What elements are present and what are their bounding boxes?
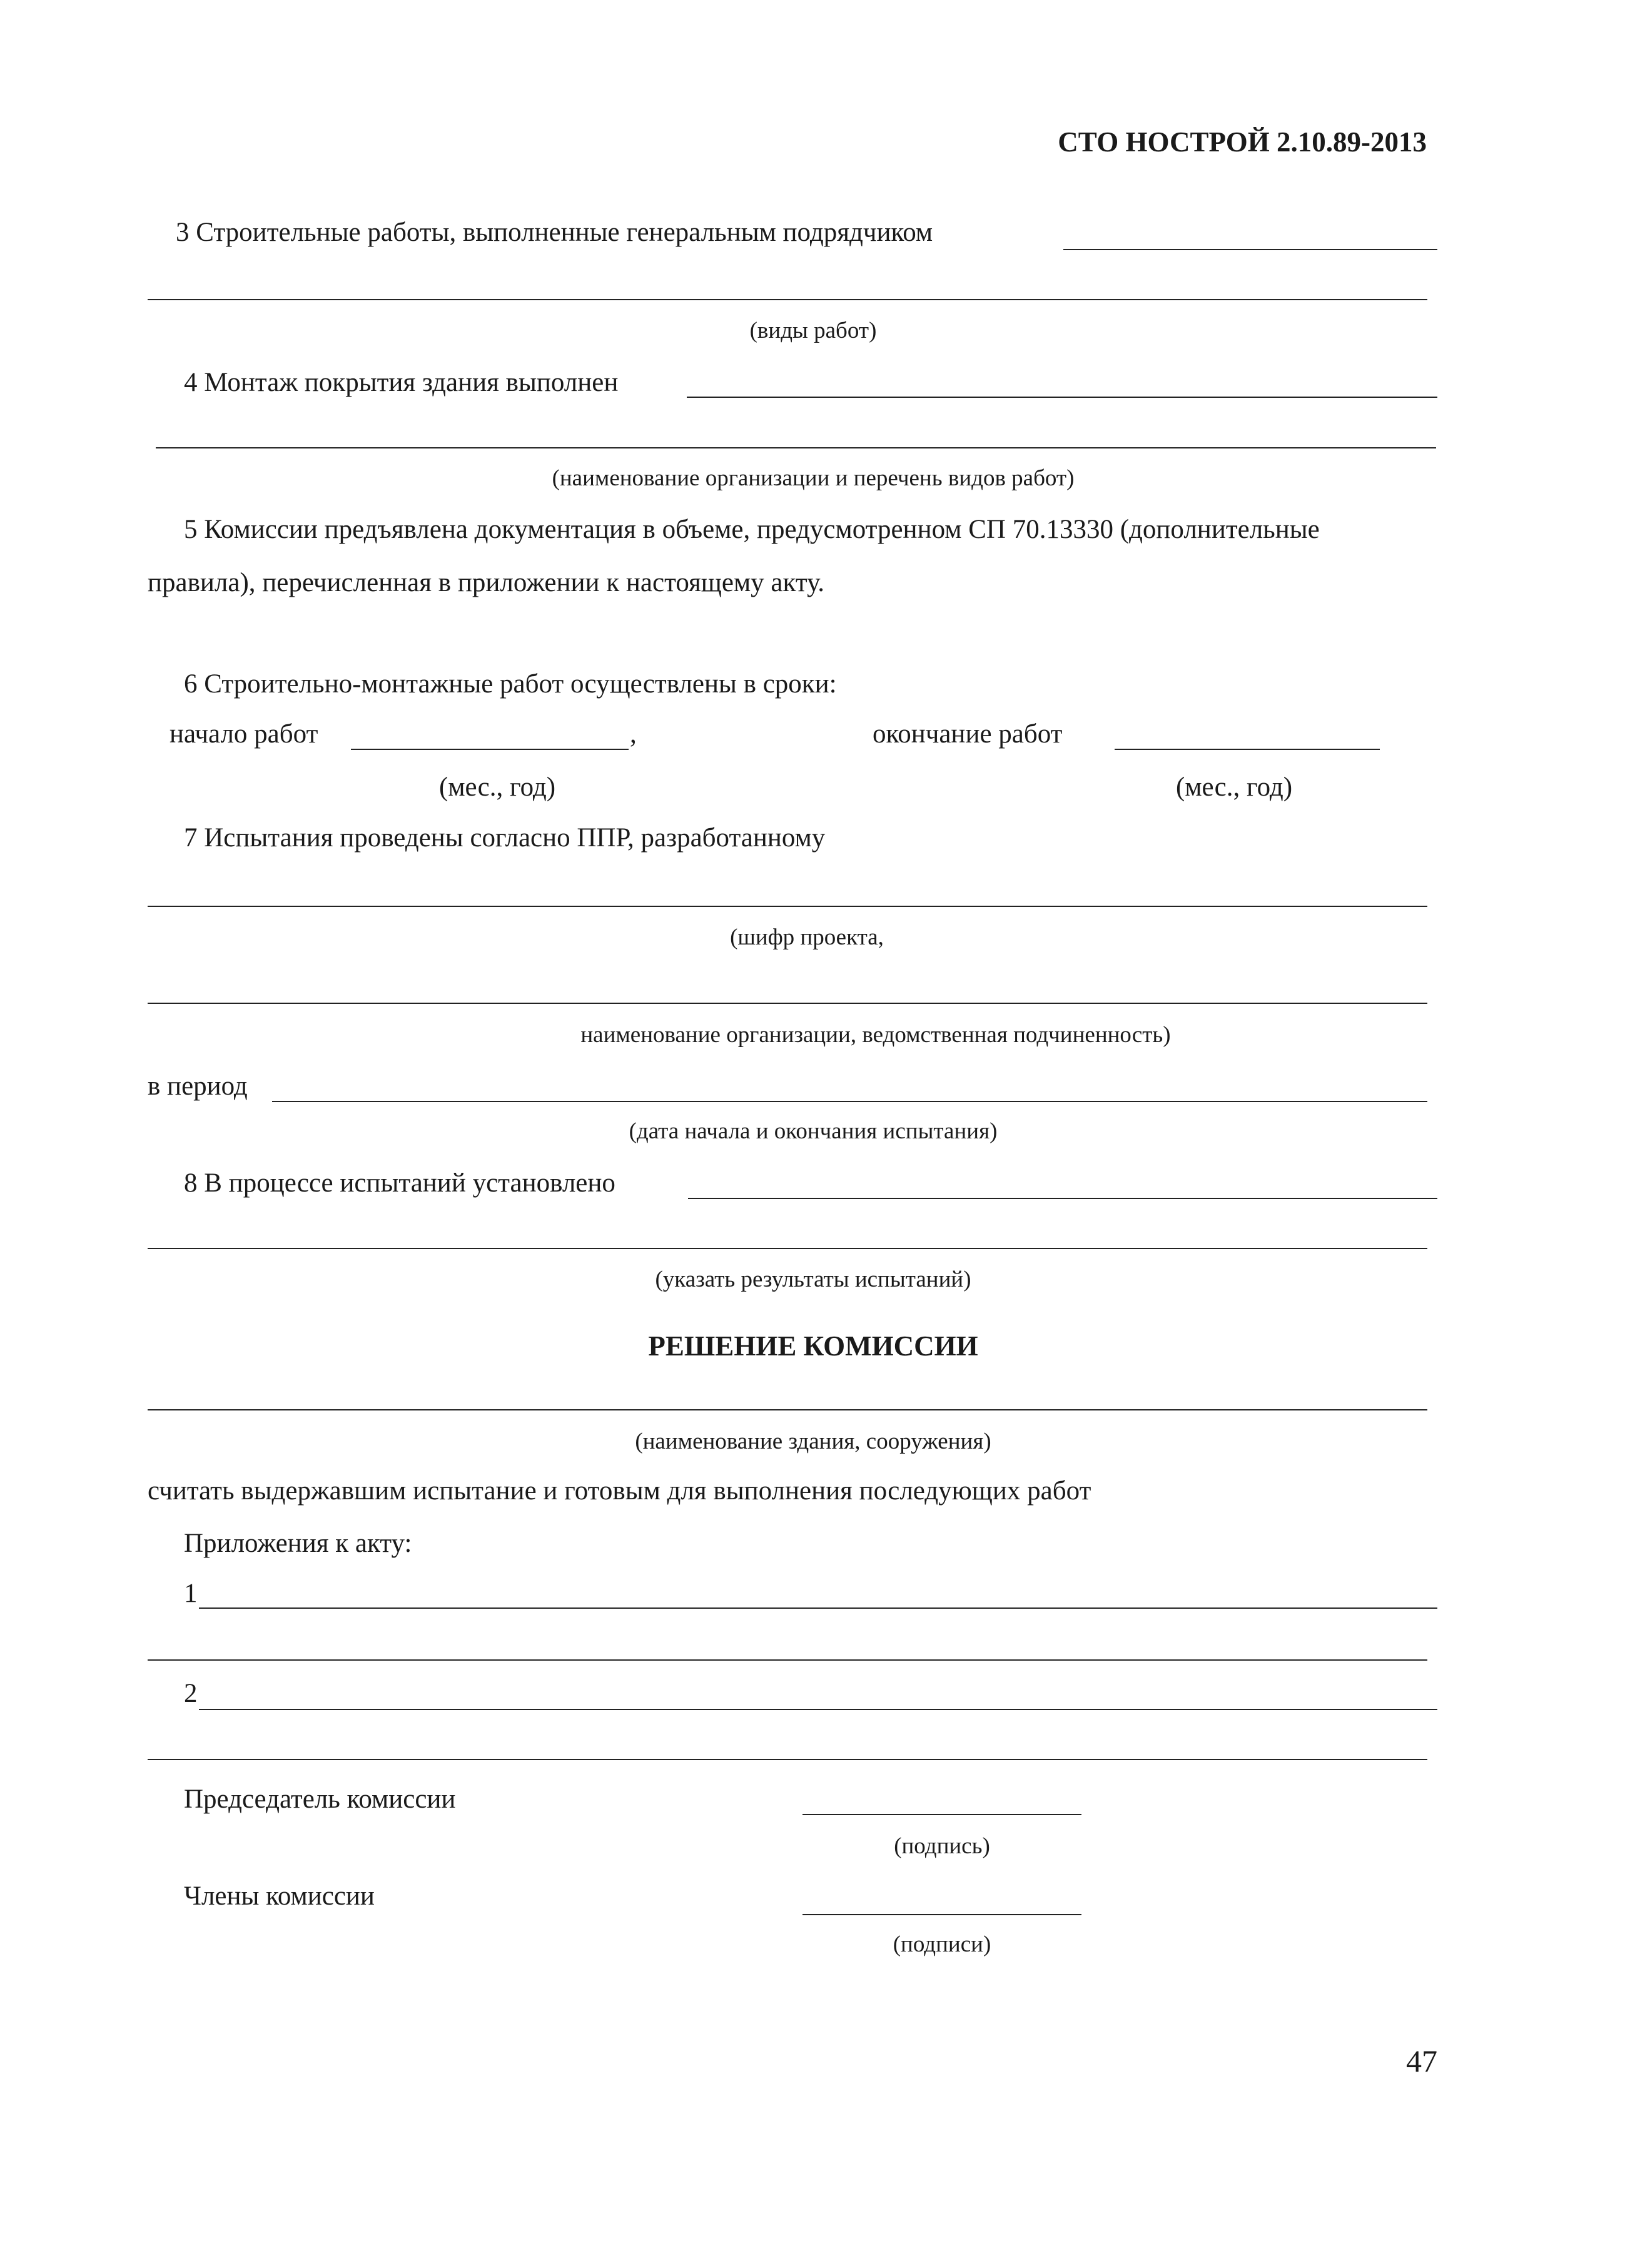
building-line (148, 1409, 1427, 1410)
verdict-text: считать выдержавшим испытание и готовым для выполнения последующих работ (148, 1476, 1091, 1506)
appendix-2-number: 2 (184, 1679, 198, 1708)
members-label: Члены комиссии (184, 1881, 375, 1911)
members-caption: (подписи) (893, 1931, 991, 1957)
start-comma: , (630, 719, 637, 749)
decision-heading: РЕШЕНИЕ КОМИССИИ (648, 1330, 978, 1362)
item-5-line-1: 5 Комиссии предъявлена документация в объеме, предусмотренном СП 70.13330 (дополнительные (184, 515, 1320, 544)
period-caption: (дата начала и окончания испытания) (629, 1118, 998, 1144)
appendix-2-line-2 (148, 1759, 1427, 1760)
organization-caption: наименование организации, ведомственная подчиненность) (580, 1022, 1171, 1048)
appendix-1-number: 1 (184, 1579, 198, 1608)
results-line (688, 1198, 1437, 1199)
appendix-1-line (199, 1607, 1437, 1609)
item-5-line-2: правила), перечисленная в приложении к настоящему акту. (148, 568, 825, 597)
period-line (272, 1101, 1427, 1102)
document-code: СТО НОСТРОЙ 2.10.89-2013 (1058, 126, 1427, 158)
results-line-2 (148, 1248, 1427, 1249)
item-4-field-line-2 (156, 447, 1436, 448)
item-3-text: 3 Строительные работы, выполненные генеральным подрядчиком (176, 218, 933, 247)
start-date-line (351, 749, 629, 750)
end-caption: (мес., год) (1176, 772, 1293, 802)
period-label: в период (148, 1071, 248, 1101)
organization-line (148, 1003, 1427, 1004)
item-8-text: 8 В процессе испытаний установлено (184, 1168, 615, 1198)
page-number: 47 (1406, 2043, 1437, 2078)
end-date-line (1115, 749, 1380, 750)
results-caption: (указать результаты испытаний) (655, 1267, 971, 1292)
end-label: окончание работ (873, 719, 1063, 749)
appendix-2-line (199, 1709, 1437, 1710)
chairman-signature-line (802, 1814, 1081, 1815)
item-3-field-line-2 (148, 299, 1427, 300)
start-label: начало работ (170, 719, 318, 749)
project-caption: (шифр проекта, (730, 924, 884, 950)
building-caption: (наименование здания, сооружения) (635, 1429, 991, 1454)
start-caption: (мес., год) (439, 772, 556, 802)
item-4-caption: (наименование организации и перечень видов работ) (552, 465, 1075, 491)
item-4-text: 4 Монтаж покрытия здания выполнен (184, 368, 619, 397)
project-line (148, 906, 1427, 907)
item-3-field-line (1063, 249, 1437, 250)
item-4-field-line (687, 397, 1437, 398)
item-6-text: 6 Строительно-монтажные работ осуществлены в сроки: (184, 669, 837, 699)
chairman-caption: (подпись) (894, 1833, 990, 1859)
appendix-1-line-2 (148, 1659, 1427, 1661)
item-3-caption: (виды работ) (749, 318, 877, 343)
members-signature-line (802, 1914, 1081, 1915)
chairman-label: Председатель комиссии (184, 1785, 456, 1814)
item-7-text: 7 Испытания проведены согласно ППР, разработанному (184, 823, 826, 853)
appendices-label: Приложения к акту: (184, 1529, 412, 1558)
